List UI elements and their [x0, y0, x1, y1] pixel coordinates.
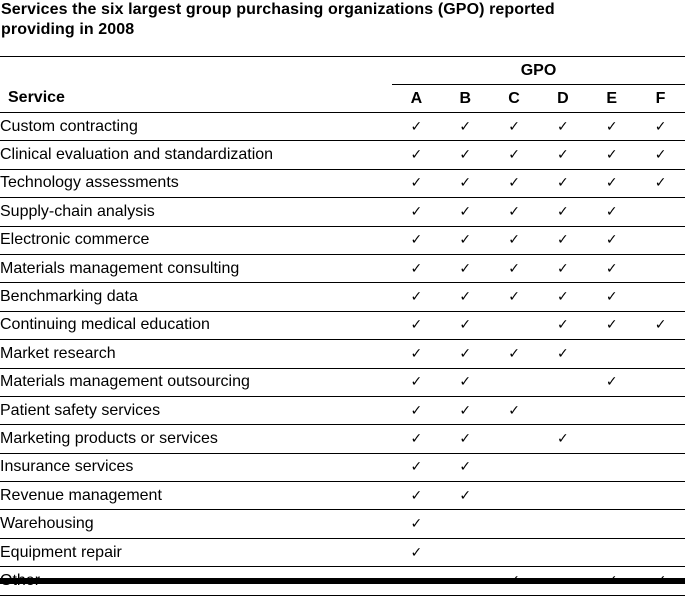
service-cell: Technology assessments — [0, 169, 392, 197]
empty-cell-gpo-f — [636, 510, 685, 538]
table-title — [1, 0, 661, 40]
empty-cell-gpo-e — [587, 538, 636, 566]
checkmark-icon-gpo-a: ✓ — [392, 311, 441, 339]
checkmark-icon-gpo-c: ✓ — [490, 141, 539, 169]
empty-cell-gpo-e — [587, 510, 636, 538]
empty-cell-gpo-d — [538, 396, 587, 424]
checkmark-icon-gpo-c: ✓ — [490, 396, 539, 424]
empty-cell-gpo-c — [490, 368, 539, 396]
checkmark-icon-gpo-b: ✓ — [441, 396, 490, 424]
group-header-row — [0, 57, 685, 85]
checkmark-icon-gpo-a: ✓ — [392, 396, 441, 424]
empty-cell-gpo-c — [490, 538, 539, 566]
empty-cell-gpo-f — [636, 368, 685, 396]
checkmark-icon-gpo-c: ✓ — [490, 198, 539, 226]
empty-cell-gpo-c — [490, 425, 539, 453]
table-row — [0, 141, 685, 169]
service-cell: Patient safety services — [0, 396, 392, 424]
column-header-a: A — [392, 85, 441, 113]
checkmark-icon-gpo-a: ✓ — [392, 283, 441, 311]
empty-cell-gpo-f — [636, 538, 685, 566]
checkmark-icon-gpo-e: ✓ — [587, 254, 636, 282]
checkmark-icon-gpo-b: ✓ — [441, 113, 490, 141]
empty-cell-gpo-c — [490, 510, 539, 538]
table-row — [0, 425, 685, 453]
service-cell: Insurance services — [0, 453, 392, 481]
service-cell: Benchmarking data — [0, 283, 392, 311]
checkmark-icon-gpo-b: ✓ — [441, 482, 490, 510]
checkmark-icon-gpo-e: ✓ — [587, 311, 636, 339]
service-column-header: Service — [0, 85, 392, 113]
checkmark-icon-gpo-c: ✓ — [490, 340, 539, 368]
empty-cell-gpo-c — [490, 311, 539, 339]
empty-cell-gpo-f — [636, 482, 685, 510]
checkmark-icon-gpo-d: ✓ — [538, 311, 587, 339]
empty-cell-gpo-f — [636, 425, 685, 453]
table-row — [0, 226, 685, 254]
empty-cell-gpo-f — [636, 254, 685, 282]
table-row — [0, 510, 685, 538]
empty-cell-gpo-e — [587, 482, 636, 510]
checkmark-icon-gpo-b: ✓ — [441, 340, 490, 368]
empty-cell-gpo-f — [636, 453, 685, 481]
table-row — [0, 340, 685, 368]
checkmark-icon-gpo-a: ✓ — [392, 425, 441, 453]
empty-cell-gpo-f — [636, 283, 685, 311]
checkmark-icon-gpo-c: ✓ — [490, 169, 539, 197]
service-cell: Materials management consulting — [0, 254, 392, 282]
checkmark-icon-gpo-b: ✓ — [441, 283, 490, 311]
services-table — [0, 56, 685, 596]
checkmark-icon-gpo-b: ✓ — [441, 141, 490, 169]
checkmark-icon-gpo-b: ✓ — [441, 425, 490, 453]
checkmark-icon-gpo-d: ✓ — [538, 169, 587, 197]
empty-cell-gpo-e — [587, 425, 636, 453]
service-cell: Marketing products or services — [0, 425, 392, 453]
checkmark-icon-gpo-c: ✓ — [490, 254, 539, 282]
empty-cell-gpo-b — [441, 510, 490, 538]
checkmark-icon-gpo-e: ✓ — [587, 141, 636, 169]
checkmark-icon-gpo-b: ✓ — [441, 311, 490, 339]
checkmark-icon-gpo-e: ✓ — [587, 226, 636, 254]
checkmark-icon-gpo-d: ✓ — [538, 425, 587, 453]
bottom-rule — [0, 578, 685, 584]
service-cell: Custom contracting — [0, 113, 392, 141]
empty-cell-gpo-f — [636, 198, 685, 226]
checkmark-icon-gpo-e: ✓ — [587, 283, 636, 311]
checkmark-icon-gpo-a: ✓ — [392, 169, 441, 197]
checkmark-icon-gpo-b: ✓ — [441, 453, 490, 481]
checkmark-icon-gpo-b: ✓ — [441, 198, 490, 226]
empty-cell-gpo-d — [538, 368, 587, 396]
empty-cell-gpo-e — [587, 453, 636, 481]
checkmark-icon-gpo-a: ✓ — [392, 510, 441, 538]
checkmark-icon-gpo-c: ✓ — [490, 226, 539, 254]
checkmark-icon-gpo-a: ✓ — [392, 113, 441, 141]
checkmark-icon-gpo-e: ✓ — [587, 198, 636, 226]
checkmark-icon-gpo-a: ✓ — [392, 141, 441, 169]
checkmark-icon-gpo-c: ✓ — [490, 113, 539, 141]
service-cell: Market research — [0, 340, 392, 368]
column-header-b: B — [441, 85, 490, 113]
empty-cell-gpo-e — [587, 340, 636, 368]
empty-cell-gpo-c — [490, 482, 539, 510]
table-title-line-1: Services the six largest group purchasing organizations (GPO) reported — [1, 1, 555, 18]
checkmark-icon-gpo-b: ✓ — [441, 169, 490, 197]
checkmark-icon-gpo-f: ✓ — [636, 113, 685, 141]
table-row — [0, 453, 685, 481]
checkmark-icon-gpo-d: ✓ — [538, 226, 587, 254]
checkmark-icon-gpo-f: ✓ — [636, 311, 685, 339]
column-header-e: E — [587, 85, 636, 113]
empty-cell-gpo-c — [490, 453, 539, 481]
service-cell: Materials management outsourcing — [0, 368, 392, 396]
table-row — [0, 198, 685, 226]
table-row — [0, 396, 685, 424]
service-cell: Warehousing — [0, 510, 392, 538]
checkmark-icon-gpo-f: ✓ — [636, 169, 685, 197]
empty-cell-gpo-d — [538, 510, 587, 538]
checkmark-icon-gpo-a: ✓ — [392, 482, 441, 510]
column-header-d: D — [538, 85, 587, 113]
table-row — [0, 113, 685, 141]
checkmark-icon-gpo-e: ✓ — [587, 113, 636, 141]
table-row — [0, 368, 685, 396]
service-cell: Equipment repair — [0, 538, 392, 566]
service-cell: Supply-chain analysis — [0, 198, 392, 226]
checkmark-icon-gpo-d: ✓ — [538, 198, 587, 226]
empty-cell-gpo-d — [538, 538, 587, 566]
checkmark-icon-gpo-a: ✓ — [392, 226, 441, 254]
checkmark-icon-gpo-c: ✓ — [490, 283, 539, 311]
checkmark-icon-gpo-a: ✓ — [392, 368, 441, 396]
empty-cell-gpo-f — [636, 396, 685, 424]
empty-cell-gpo-b — [441, 538, 490, 566]
service-cell: Electronic commerce — [0, 226, 392, 254]
checkmark-icon-gpo-b: ✓ — [441, 254, 490, 282]
table-row — [0, 311, 685, 339]
table-row — [0, 254, 685, 282]
group-header-spacer — [0, 57, 392, 85]
checkmark-icon-gpo-b: ✓ — [441, 368, 490, 396]
checkmark-icon-gpo-d: ✓ — [538, 283, 587, 311]
checkmark-icon-gpo-a: ✓ — [392, 340, 441, 368]
checkmark-icon-gpo-d: ✓ — [538, 113, 587, 141]
checkmark-icon-gpo-e: ✓ — [587, 169, 636, 197]
checkmark-icon-gpo-b: ✓ — [441, 226, 490, 254]
checkmark-icon-gpo-a: ✓ — [392, 538, 441, 566]
service-cell: Revenue management — [0, 482, 392, 510]
gpo-group-header: GPO — [392, 57, 685, 85]
column-header-f: F — [636, 85, 685, 113]
empty-cell-gpo-f — [636, 226, 685, 254]
table-row — [0, 482, 685, 510]
empty-cell-gpo-d — [538, 453, 587, 481]
service-cell: Continuing medical education — [0, 311, 392, 339]
checkmark-icon-gpo-e: ✓ — [587, 368, 636, 396]
checkmark-icon-gpo-d: ✓ — [538, 340, 587, 368]
checkmark-icon-gpo-a: ✓ — [392, 453, 441, 481]
checkmark-icon-gpo-d: ✓ — [538, 254, 587, 282]
checkmark-icon-gpo-d: ✓ — [538, 141, 587, 169]
checkmark-icon-gpo-a: ✓ — [392, 198, 441, 226]
table-title-line-2: providing in 2008 — [1, 21, 135, 38]
empty-cell-gpo-e — [587, 396, 636, 424]
table-row — [0, 538, 685, 566]
table-body — [0, 113, 685, 596]
service-cell: Clinical evaluation and standardization — [0, 141, 392, 169]
column-header-row — [0, 85, 685, 113]
checkmark-icon-gpo-f: ✓ — [636, 141, 685, 169]
table-row — [0, 283, 685, 311]
column-header-c: C — [490, 85, 539, 113]
table-row — [0, 169, 685, 197]
checkmark-icon-gpo-a: ✓ — [392, 254, 441, 282]
empty-cell-gpo-d — [538, 482, 587, 510]
empty-cell-gpo-f — [636, 340, 685, 368]
